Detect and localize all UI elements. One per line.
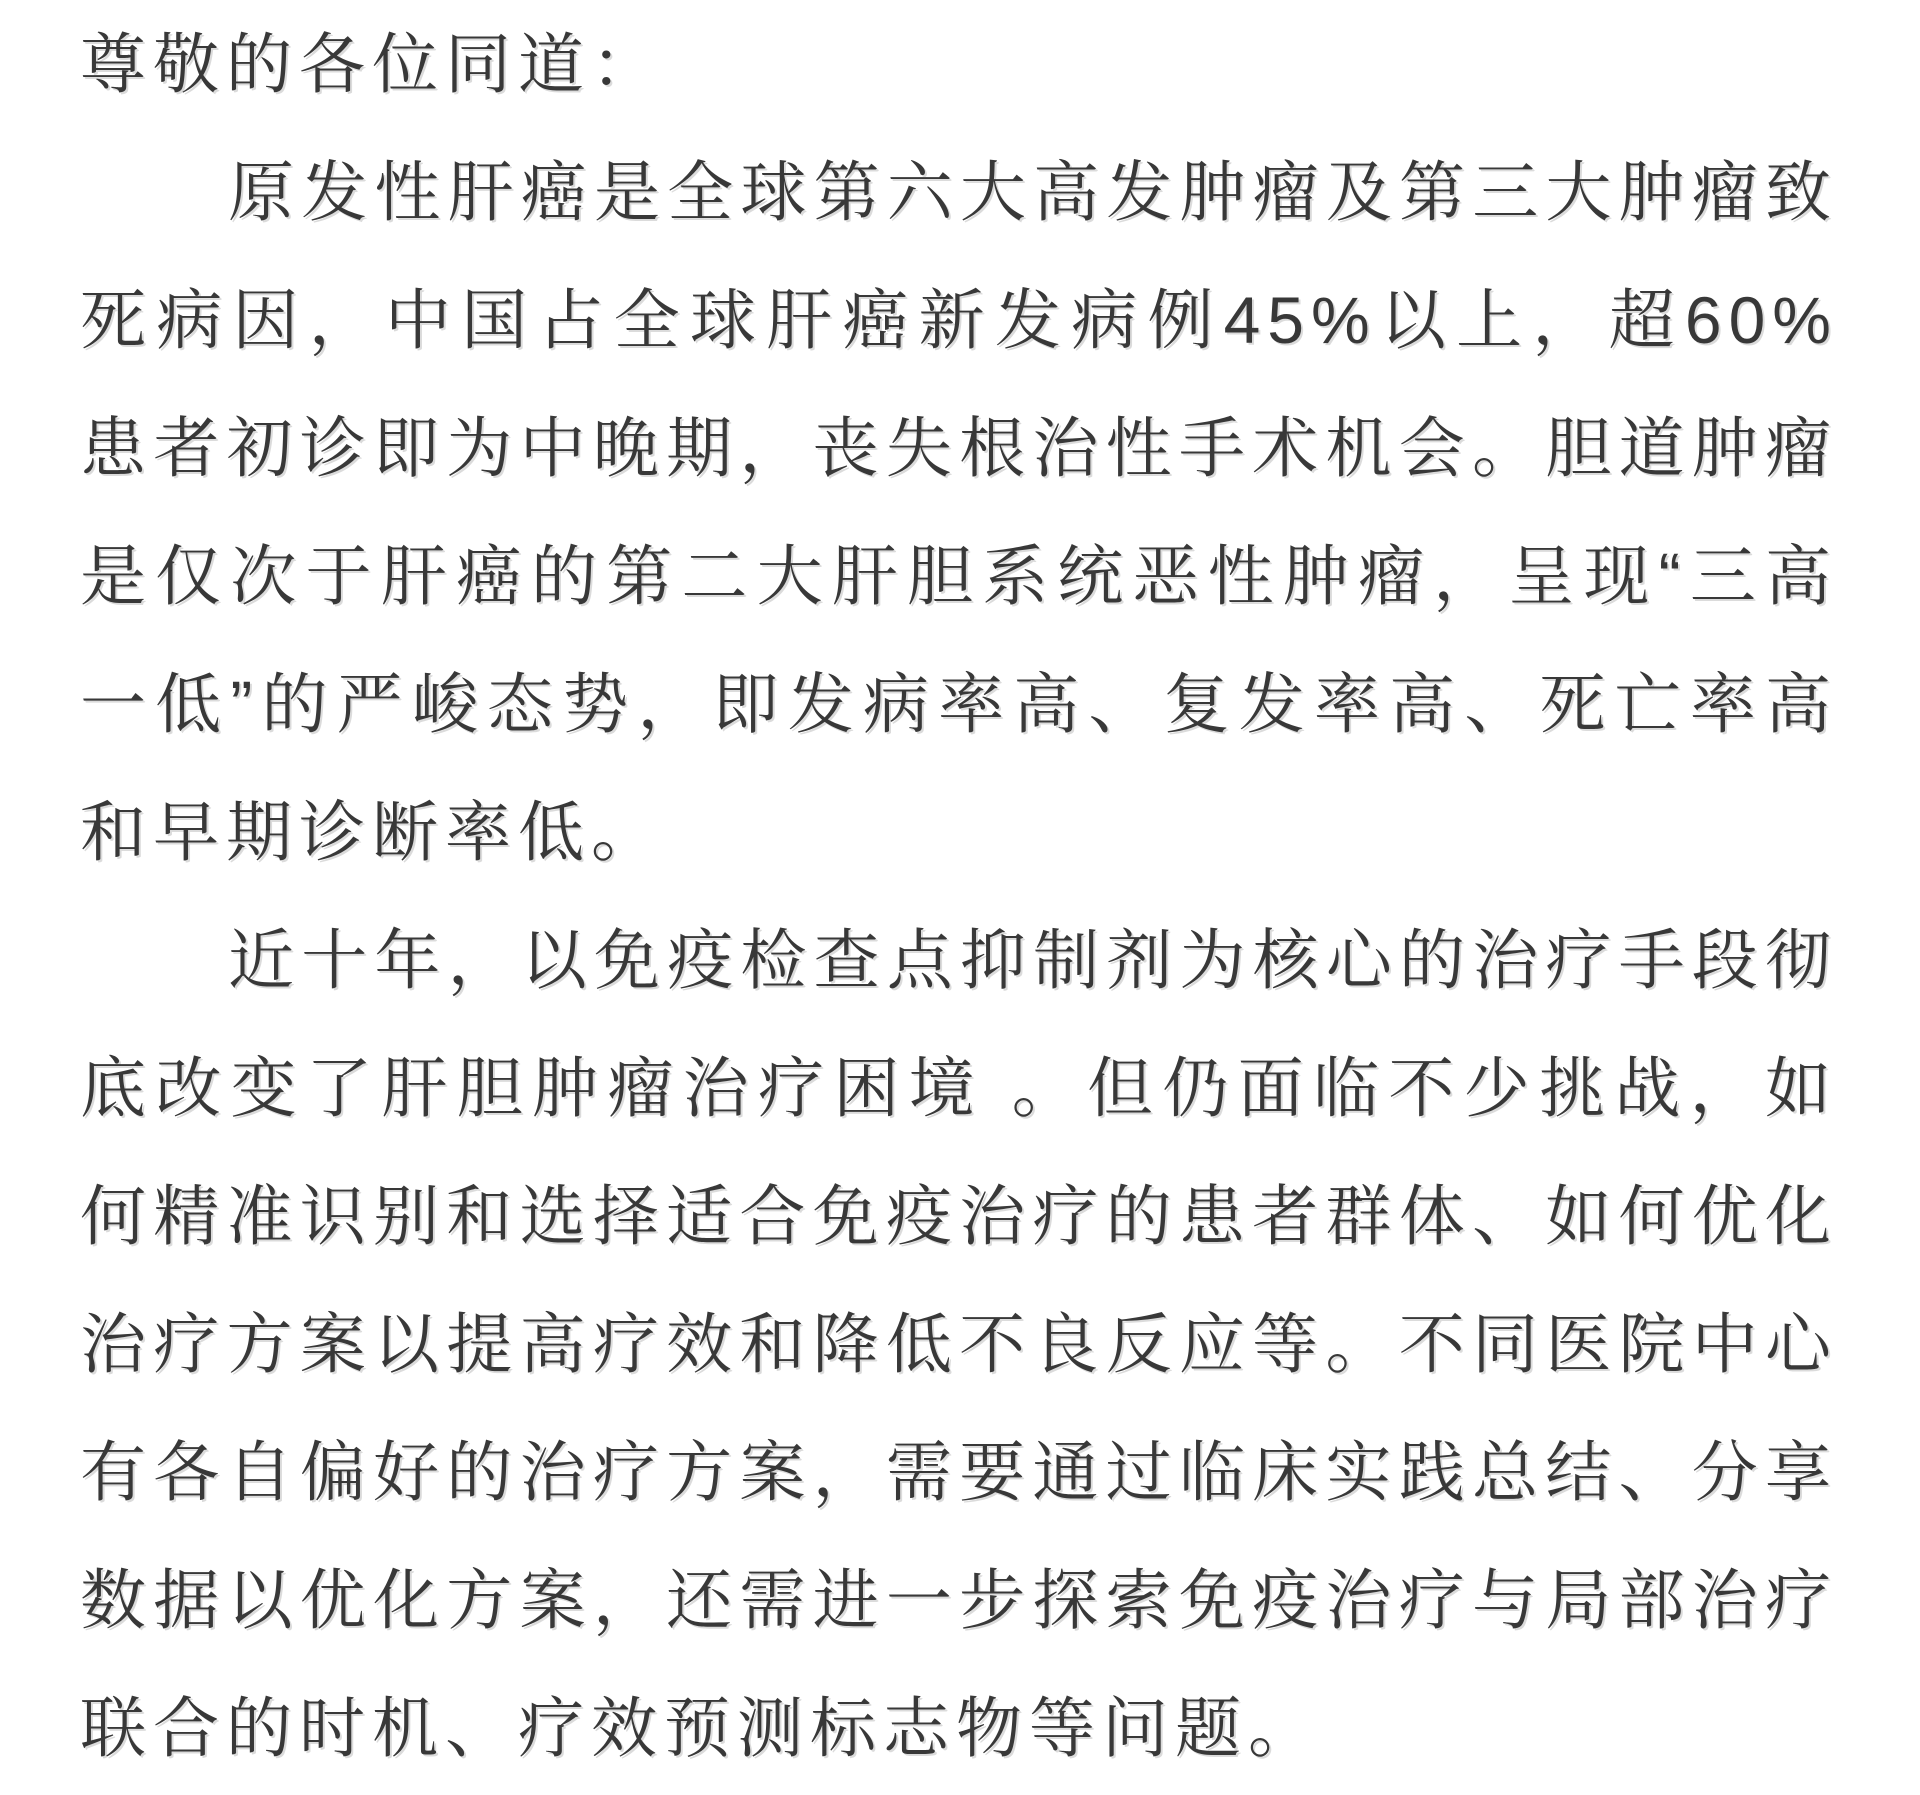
paragraph-epidemiology: 原发性肝癌是全球第六大高发肿瘤及第三大肿瘤致死病因，中国占全球肝癌新发病例45%以上，超60%患者初诊即为中晚期，丧失根治性手术机会。胆道肿瘤是仅次于肝癌的第二大肝胆系统恶性肿瘤，呈现“三高一低”的严峻态势，即发病率高、复发率高、死亡率高和早期诊断率低。 bbox=[80, 155, 1838, 869]
salutation: 尊敬的各位同道： bbox=[80, 27, 664, 101]
letter-document bbox=[80, 0, 1838, 1792]
paragraph-immunotherapy: 近十年，以免疫检查点抑制剂为核心的治疗手段彻底改变了肝胆肿瘤治疗困境 。但仍面临不少挑战，如何精准识别和选择适合免疫治疗的患者群体、如何优化治疗方案以提高疗效和降低不良反应等。不同医院中心有各自偏好的治疗方案，需要通过临床实践总结、分享数据以优化方案，还需进一步探索免疫治疗与局部治疗联合的时机、疗效预测标志物等问题。 bbox=[80, 923, 1838, 1765]
